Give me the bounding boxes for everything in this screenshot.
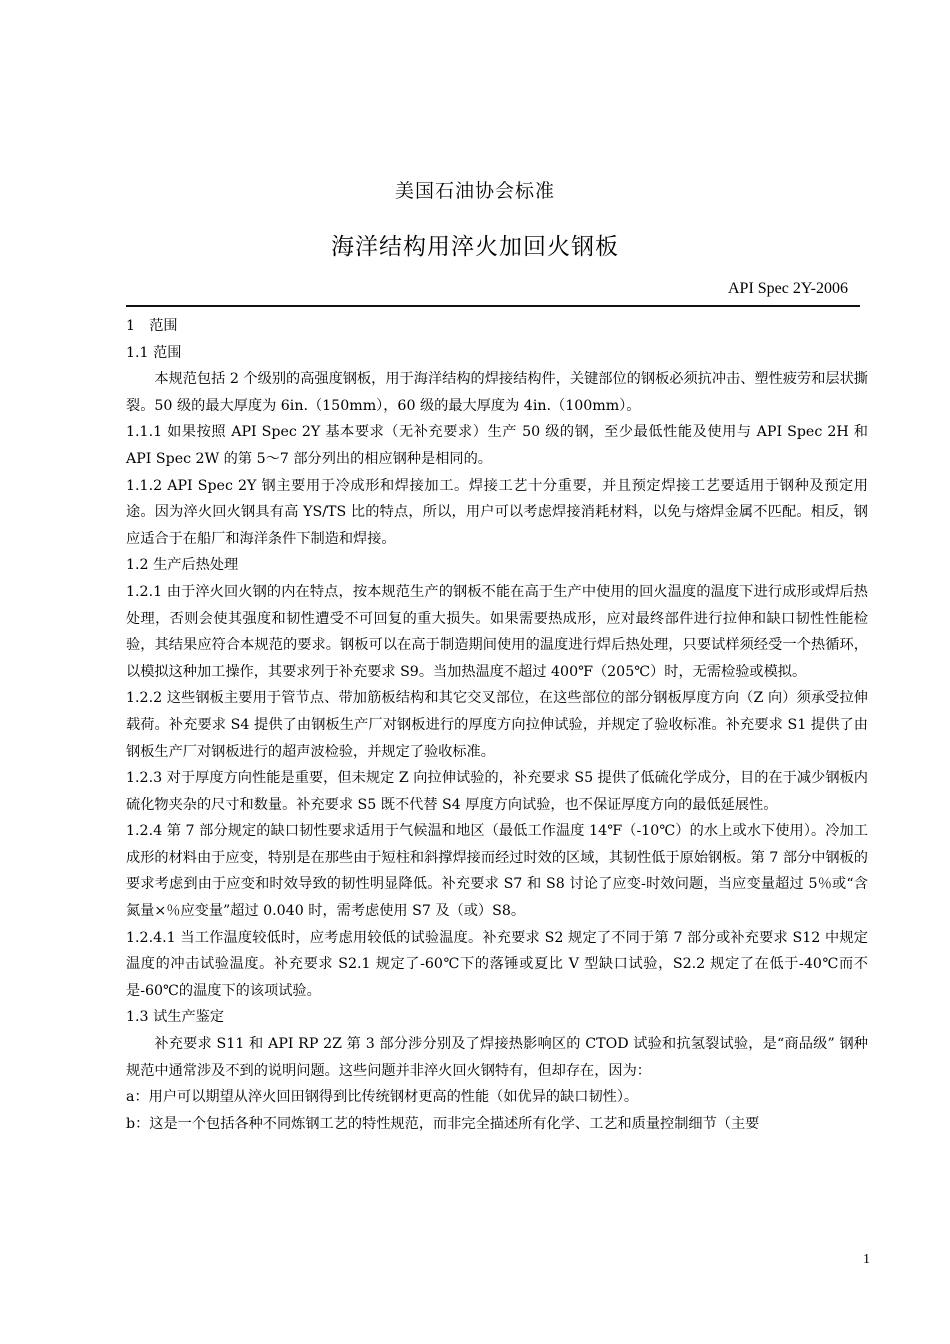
page-number: 1 [863, 1252, 870, 1267]
header-rule [126, 305, 860, 307]
paragraph-1-2-3: 1.2.3 对于厚度方向性能是重要，但未规定 Z 向拉伸试验的，补充要求 S5 提供了低硫化学成分，目的在于减少钢板内硫化物夹杂的尺寸和数量。补充要求 S5 既不代替 S4 厚度方向试验，也不保证厚度方向的最低延展性。 [126, 770, 868, 813]
section-heading-1: 1 范围 [126, 318, 178, 334]
document-body [126, 313, 868, 1137]
document-title: 海洋结构用淬火加回火钢板 [331, 234, 619, 260]
paragraph-1-1-2: 1.1.2 API Spec 2Y 钢主要用于冷成形和焊接加工。焊接工艺十分重要，并且预定焊接工艺要适用于钢种及预定用途。因为淬火回火钢具有高 YS/TS 比的特点，所以，用户可以考虑焊接消耗材料，以免与熔焊金属不匹配。相反，钢应适合于在船厂和海洋条件下制造和焊接。 [126, 477, 868, 547]
subsection-heading-1-3: 1.3 试生产鉴定 [126, 1009, 225, 1026]
paragraph-1-2-1: 1.2.1 由于淬火回火钢的内在特点，按本规范生产的钢板不能在高于生产中使用的回火温度的温度下进行成形或焊后热处理，否则会使其强度和韧性遭受不可回复的重大损失。如果需要热成形，应对最终部件进行拉伸和缺口韧性性能检验，其结果应符合本规范的要求。钢板可以在高于制造期间使用的温度进行焊后热处理，只要试样须经受一个热循环，以模拟这种加工操作，其要求列于补充要求 S9。当加热温度不超过 400℉（205℃）时，无需检验或模拟。 [126, 583, 868, 680]
list-item-b: b：这是一个包括各种不同炼钢工艺的特性规范，而非完全描述所有化学、工艺和质量控制细节（主要 [126, 1115, 760, 1132]
organization-title: 美国石油协会标准 [394, 180, 555, 202]
paragraph-1-2-4: 1.2.4 第 7 部分规定的缺口韧性要求适用于气候温和地区（最低工作温度 14℉（-10℃）的水上或水下使用）。冷加工成形的材料由于应变，特别是在那些由于短柱和斜撑焊接而经过时效的区域，其韧性低于原始钢板。第 7 部分中钢板的要求考虑到由于应变和时效导致的韧性明显降低。补充要求 S7 和 S8 讨论了应变-时效问题，当应变量超过 5％或“含氮量×％应变量”超过 0.040 时，需考虑使用 S7 及（或）S8。 [126, 823, 868, 920]
paragraph-1-2-4-1: 1.2.4.1 当工作温度较低时，应考虑用较低的试验温度。补充要求 S2 规定了不同于第 7 部分或补充要求 S12 中规定温度的冲击试验温度。补充要求 S2.1 规定了-60℃下的落锤或夏比 V 型缺口试验，S2.2 规定了在低于-40℃而不是-60℃的温度下的该项试验。 [126, 929, 868, 999]
standard-code: API Spec 2Y-2006 [728, 280, 848, 297]
subsection-heading-1-2: 1.2 生产后热处理 [126, 557, 239, 574]
paragraph-trial-production: 补充要求 S11 和 API RP 2Z 第 3 部分涉分别及了焊接热影响区的 CTOD 试验和抗氢裂试验，是“商品级” 钢种规范中通常涉及不到的说明问题。这些问题并非淬火回火钢特有，但却存在，因为： [126, 1036, 868, 1079]
paragraph-1-2-2: 1.2.2 这些钢板主要用于管节点、带加筋板结构和其它交叉部位，在这些部位的部分钢板厚度方向（Z 向）须承受拉伸载荷。补充要求 S4 提供了由钢板生产厂对钢板进行的厚度方向拉伸试验，并规定了验收标准。补充要求 S1 提供了由钢板生产厂对钢板进行的超声波检验，并规定了验收标准。 [126, 690, 868, 760]
subsection-heading-1-1: 1.1 范围 [126, 344, 182, 361]
paragraph-1-1-1: 1.1.1 如果按照 API Spec 2Y 基本要求（无补充要求）生产 50 级的钢，至少最低性能及使用与 API Spec 2H 和 API Spec 2W 的第 5～7 部分列出的相应钢种是相同的。 [126, 424, 868, 467]
list-item-a: a：用户可以期望从淬火回田钢得到比传统钢材更高的性能（如优异的缺口韧性）。 [126, 1089, 639, 1106]
paragraph-scope: 本规范包括 2 个级别的高强度钢板，用于海洋结构的焊接结构件，关键部位的钢板必须抗冲击、塑性疲劳和层状撕裂。50 级的最大厚度为 6in.（150mm），60 级的最大厚度为 4in.（100mm）。 [126, 371, 868, 414]
